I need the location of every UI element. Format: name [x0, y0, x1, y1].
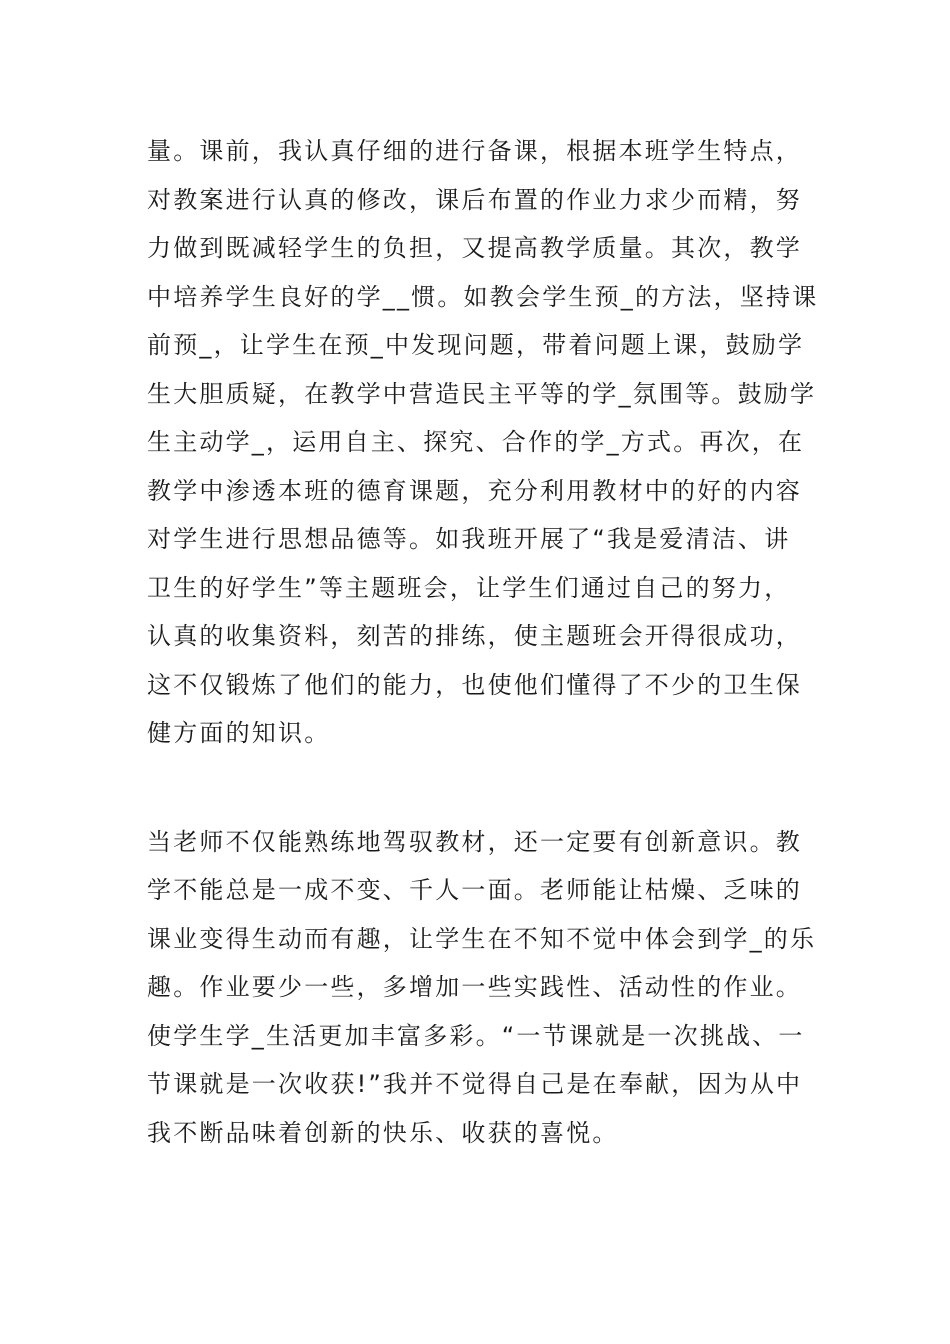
text-line: 卫生的好学生”等主题班会，让学生们通过自己的努力， [147, 573, 791, 602]
text-line: 趣。作业要少一些，多增加一些实践性、活动性的作业。 [147, 973, 802, 1001]
text-line: 当老师不仅能熟练地驾驭教材，还一定要有创新意识。教 [147, 827, 802, 856]
text-line: 量。课前，我认真仔细的进行备课，根据本班学生特点， [147, 137, 802, 165]
text-line: 中培养学生良好的学__惯。如教会学生预_的方法，坚持课 [147, 282, 819, 311]
text-line: 学不能总是一成不变、千人一面。老师能让枯燥、乏味的 [147, 876, 802, 904]
text-line: 对教案进行认真的修改，课后布置的作业力求少而精，努 [147, 185, 802, 214]
text-line: 健方面的知识。 [147, 719, 331, 747]
text-line: 生主动学_，运用自主、探究、合作的学_方式。再次，在 [147, 428, 805, 456]
paragraph-1 [147, 127, 819, 758]
text-line: 这不仅锻炼了他们的能力，也使他们懂得了不少的卫生保 [147, 670, 802, 699]
text-line: 认真的收集资料，刻苦的排练，使主题班会开得很成功， [147, 622, 802, 650]
text-line: 课业变得生动而有趣，让学生在不知不觉中体会到学_的乐 [147, 924, 817, 953]
text-line: 生大胆质疑，在教学中营造民主平等的学_氛围等。鼓励学 [147, 379, 817, 408]
text-line: 我不断品味着创新的快乐、收获的喜悦。 [147, 1118, 619, 1147]
paragraph-2 [147, 818, 817, 1158]
document-body [147, 127, 819, 1157]
text-line: 对学生进行思想品德等。如我班开展了“我是爱清洁、讲 [147, 525, 791, 553]
text-line: 节课就是一次收获!”我并不觉得自己是在奉献，因为从中 [147, 1070, 803, 1098]
text-line: 力做到既减轻学生的负担，又提高教学质量。其次，教学 [147, 234, 802, 262]
text-line: 教学中渗透本班的德育课题，充分利用教材中的好的内容 [147, 476, 802, 505]
text-line: 使学生学_生活更加丰富多彩。“一节课就是一次挑战、一 [147, 1021, 805, 1050]
text-line: 前预_，让学生在预_中发现问题，带着问题上课，鼓励学 [147, 331, 805, 359]
